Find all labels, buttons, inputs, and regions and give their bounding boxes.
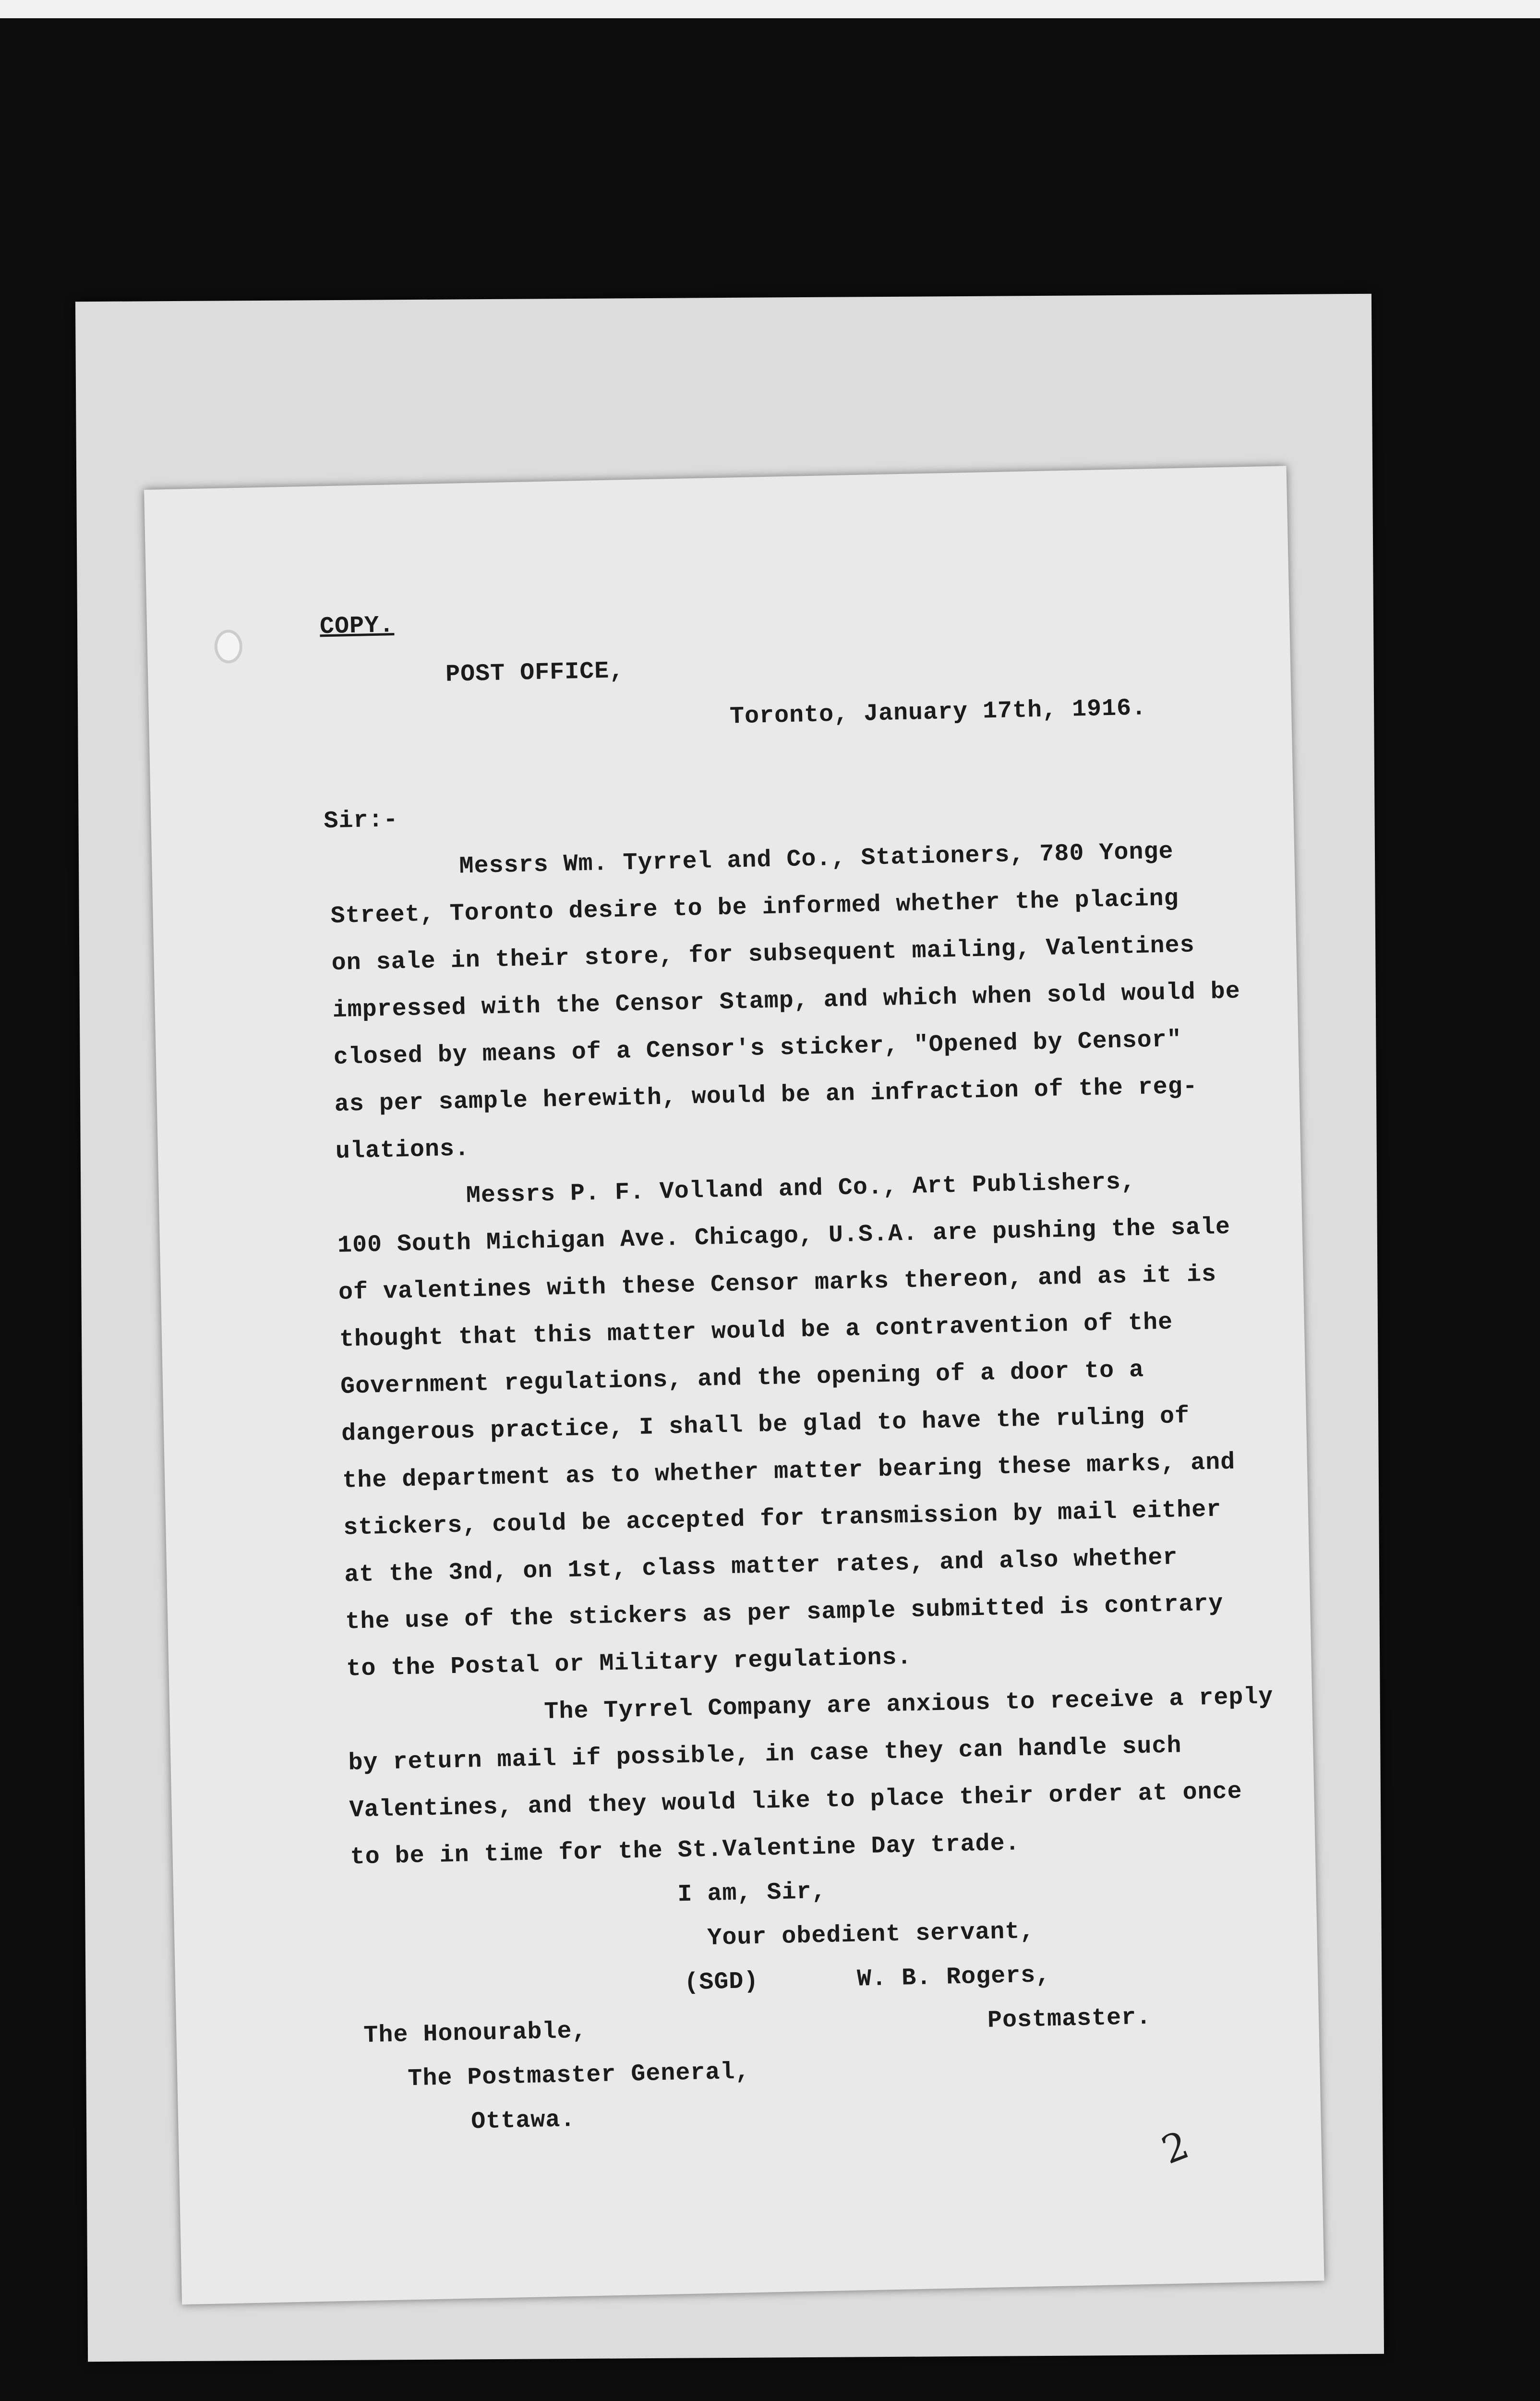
body-line: Messrs P. F. Volland and Co., Art Publishers,	[466, 1168, 1136, 1210]
body-line: Valentines, and they would like to place their order at once	[349, 1778, 1243, 1824]
body-line: Street, Toronto desire to be informed whether the placing	[330, 885, 1179, 931]
body-line: on sale in their store, for subsequent mailing, Valentines	[331, 932, 1195, 978]
place-date: Toronto, January 17th, 1916.	[729, 694, 1147, 731]
addressee-line: Ottawa.	[470, 2106, 576, 2136]
body-line: by return mail if possible, in case they can handle such	[348, 1732, 1182, 1777]
addressee-line: The Honourable,	[363, 2017, 588, 2050]
closing-line: I am, Sir,	[677, 1878, 827, 1909]
body-line: the department as to whether matter bearing these marks, and	[342, 1448, 1236, 1495]
copy-mark: COPY.	[319, 612, 395, 641]
signatory-title: Postmaster.	[987, 2003, 1152, 2035]
signed-mark: (SGD)	[684, 1967, 759, 1997]
body-line: thought that this matter would be a contravention of the	[339, 1309, 1173, 1354]
body-line: impressed with the Censor Stamp, and which when sold would be	[332, 978, 1241, 1025]
body-line: to be in time for the St.Valentine Day trade.	[350, 1830, 1021, 1871]
punch-hole	[214, 630, 242, 664]
body-line: to the Postal or Military regulations.	[346, 1644, 913, 1683]
letter-page	[144, 466, 1324, 2304]
body-line: Government regulations, and the opening of a door to a	[340, 1356, 1144, 1401]
page-number-mark: 2	[1155, 2122, 1195, 2173]
closing-line: Your obedient servant,	[707, 1917, 1035, 1952]
body-line: at the 3nd, on 1st, class matter rates, and also whether	[344, 1544, 1178, 1589]
body-line: stickers, could be accepted for transmission by mail either	[343, 1496, 1222, 1542]
letter-header: POST OFFICE,	[445, 657, 625, 689]
body-line: The Tyrrel Company are anxious to receive a reply	[543, 1683, 1274, 1726]
body-line: the use of the stickers as per sample submitted is contrary	[345, 1590, 1224, 1636]
body-line: as per sample herewith, would be an infraction of the reg-	[334, 1073, 1198, 1118]
body-line: Messrs Wm. Tyrrel and Co., Stationers, 780 Yonge	[458, 838, 1174, 881]
salutation: Sir:-	[323, 806, 399, 836]
addressee-line: The Postmaster General,	[407, 2058, 750, 2093]
body-line: closed by means of a Censor's sticker, "Opened by Censor"	[333, 1026, 1182, 1071]
signatory-name: W. B. Rogers,	[856, 1962, 1051, 1993]
body-line: 100 South Michigan Ave. Chicago, U.S.A. are pushing the sale	[337, 1213, 1231, 1260]
body-line: ulations.	[335, 1135, 470, 1165]
scan-top-edge	[0, 0, 1540, 18]
body-line: dangerous practice, I shall be glad to have the ruling of	[341, 1402, 1190, 1448]
body-line: of valentines with these Censor marks thereon, and as it is	[338, 1261, 1217, 1307]
